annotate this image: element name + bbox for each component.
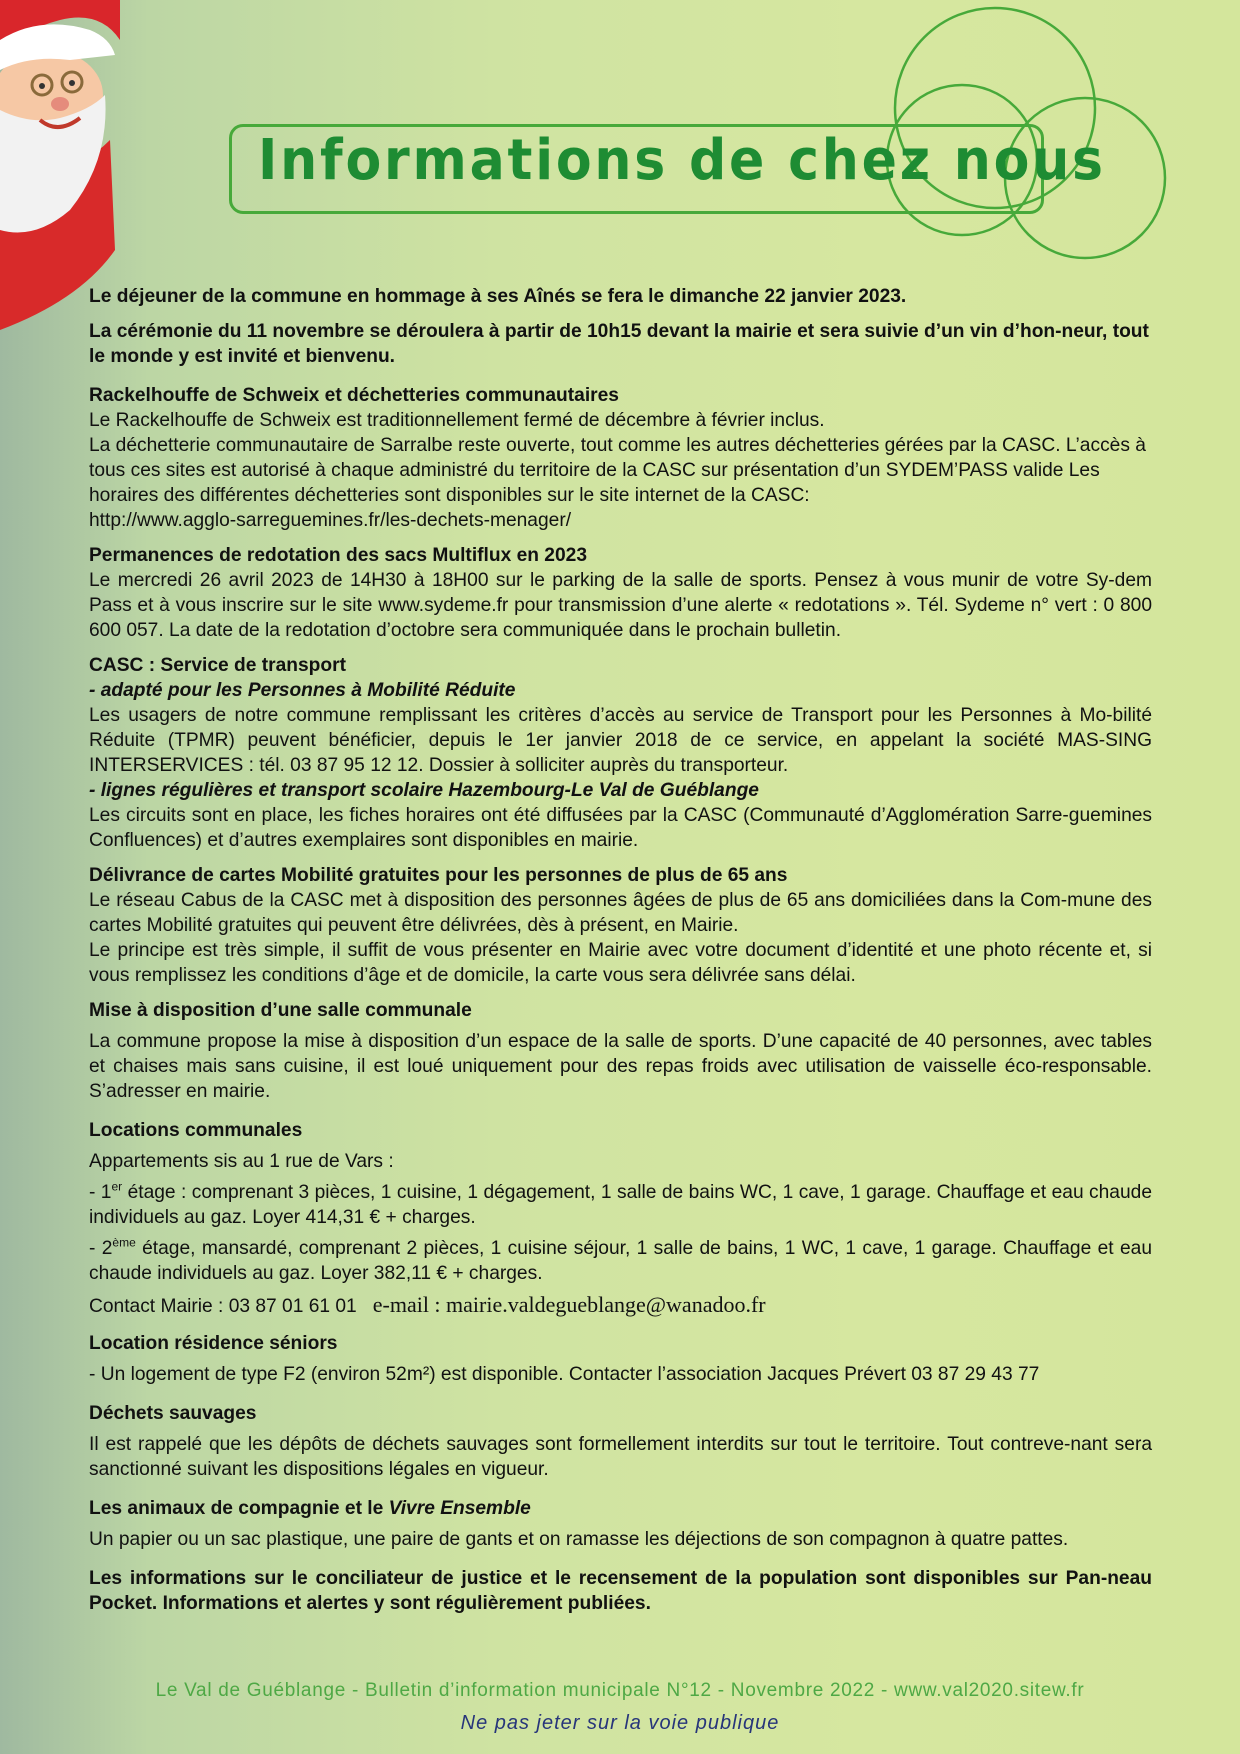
section-salle <box>89 998 1152 1104</box>
rackelhouffe-body: La déchetterie communautaire de Sarralbe reste ouverte, tout comme les autres déchetteries gérées par la CASC. L’accès à tous ces sites est autorisé à chaque administré du territoire de la CASC sur présentation d’un SYDEM’PASS valide Les horaires des différentes déchetteries sont disponibles sur le site internet de la CASC: <box>89 435 1146 506</box>
section-multiflux <box>89 543 1152 643</box>
ceremonie-announcement: La cérémonie du 11 novembre se déroulera à partir de 10h15 devant la mairie et sera suivie d’un vin d’hon-neur, tout le monde y est invité et bienvenu. <box>89 321 1149 367</box>
animaux-title: Les animaux de compagnie et le Vivre Ensemble <box>89 1498 531 1519</box>
seniors-title: Location résidence séniors <box>89 1333 338 1354</box>
section-seniors <box>89 1331 1152 1387</box>
footer-bulletin-info: Le Val de Guéblange - Bulletin d’information municipale N°12 - Novembre 2022 - www.val2020.sitew.fr <box>155 1680 1085 1701</box>
casc-link[interactable]: http://www.agglo-sarreguemines.fr/les-dechets-menager/ <box>89 510 572 531</box>
section-animaux <box>89 1496 1152 1552</box>
section-casc <box>89 653 1152 853</box>
casc-title: CASC : Service de transport <box>89 655 346 676</box>
rackelhouffe-title: Rackelhouffe de Schweix et déchetteries communautaires <box>89 385 619 406</box>
salle-body: La commune propose la mise à disposition d’un espace de la salle de sports. D’une capacité de 40 personnes, avec tables et chaises mais sans cuisine, il est loué uniquement pour des repas froids avec utilisation de vaisselle éco-responsable. S’adresser en mairie. <box>89 1031 1152 1102</box>
locations-etage-1: - 1er étage : comprenant 3 pièces, 1 cuisine, 1 dégagement, 1 salle de bains WC, 1 cave, 1 garage. Chauffage et eau chaude individuels au gaz. Loyer 414,31 € + charges. <box>89 1179 1152 1228</box>
salle-title: Mise à disposition d’une salle communale <box>89 1000 472 1021</box>
casc-body-lignes: Les circuits sont en place, les fiches horaires ont été diffusées par la CASC (Communauté d’Agglomération Sarre-guemines Confluences) et d’autres exemplaires sont disponibles en mairie. <box>89 805 1152 851</box>
cartes-body-2: Le principe est très simple, il suffit de vous présenter en Mairie avec votre document d’identité et une photo récente et, si vous remplissez les conditions d’âge et de domicile, la carte vous sera délivrée sans délai. <box>89 940 1152 986</box>
bulletin-content <box>89 284 1152 1626</box>
locations-intro: Appartements sis au 1 rue de Vars : <box>89 1151 394 1172</box>
aines-announcement: Le déjeuner de la commune en hommage à ses Aînés se fera le dimanche 22 janvier 2023. <box>89 286 907 307</box>
section-cartes <box>89 863 1152 988</box>
section-dechets <box>89 1401 1152 1482</box>
cartes-body-1: Le réseau Cabus de la CASC met à disposition des personnes âgées de plus de 65 ans domiciliées dans la Com-mune des cartes Mobilité gratuites qui peuvent être délivrées, dès à présent, en Mairie. <box>89 890 1152 936</box>
animaux-body: Un papier ou un sac plastique, une paire de gants et on ramasse les déjections de son compagnon à quatre pattes. <box>89 1529 1069 1550</box>
rackelhouffe-line: Le Rackelhouffe de Schweix est traditionnellement fermé de décembre à février inclus. <box>89 410 825 431</box>
cartes-title: Délivrance de cartes Mobilité gratuites pour les personnes de plus de 65 ans <box>89 865 788 886</box>
locations-etage-2: - 2ème étage, mansardé, comprenant 2 pièces, 1 cuisine séjour, 1 salle de bains, 1 WC, 1 cave, 1 garage. Chauffage et eau chaude individuels au gaz. Loyer 382,11 € + charges. <box>89 1235 1152 1284</box>
footer-note: Ne pas jeter sur la voie publique <box>460 1712 780 1734</box>
dechets-title: Déchets sauvages <box>89 1403 257 1424</box>
casc-body-pmr: Les usagers de notre commune remplissant les critères d’accès au service de Transport pour les Personnes à Mo-bilité Réduite (TPMR) peuvent bénéficier, depuis le 1er janvier 2018 de ce service, en appelant la société MAS-SING INTERSERVICES : tél. 03 87 95 12 12. Dossier à solliciter auprès du transporteur. <box>89 705 1152 776</box>
contact-email[interactable]: e-mail : mairie.valdegueblange@wanadoo.fr <box>372 1292 766 1317</box>
locations-contact <box>89 1292 1152 1319</box>
multiflux-body: Le mercredi 26 avril 2023 de 14H30 à 18H00 sur le parking de la salle de sports. Pensez à vous munir de votre Sy-dem Pass et à vous inscrire sur le site www.sydeme.fr pour transmission d’une alerte « redotations ». Tél. Sydeme n° vert : 0 800 600 057. La date de la redotation d’octobre sera communiquée dans le prochain bulletin. <box>89 570 1152 641</box>
page-title: Informations de chez nous <box>258 128 1106 193</box>
final-announcement: Les informations sur le conciliateur de justice et le recensement de la population sont disponibles sur Pan-neau Pocket. Informations et alertes y sont régulièrement publiées. <box>89 1568 1152 1614</box>
contact-phone: Contact Mairie : 03 87 01 61 01 <box>89 1296 357 1317</box>
section-rackelhouffe <box>89 383 1152 533</box>
seniors-body: - Un logement de type F2 (environ 52m²) est disponible. Contacter l’association Jacques Prévert 03 87 29 43 77 <box>89 1364 1040 1385</box>
casc-subtitle-pmr: - adapté pour les Personnes à Mobilité Réduite <box>89 680 516 701</box>
dechets-body: Il est rappelé que les dépôts de déchets sauvages sont formellement interdits sur tout le territoire. Tout contreve-nant sera sanctionné suivant les dispositions légales en vigueur. <box>89 1434 1152 1480</box>
locations-title: Locations communales <box>89 1120 303 1141</box>
multiflux-title: Permanences de redotation des sacs Multiflux en 2023 <box>89 545 587 566</box>
santa-illustration <box>0 0 120 330</box>
section-locations <box>89 1118 1152 1319</box>
casc-subtitle-lignes: - lignes régulières et transport scolaire Hazembourg-Le Val de Guéblange <box>89 780 759 801</box>
